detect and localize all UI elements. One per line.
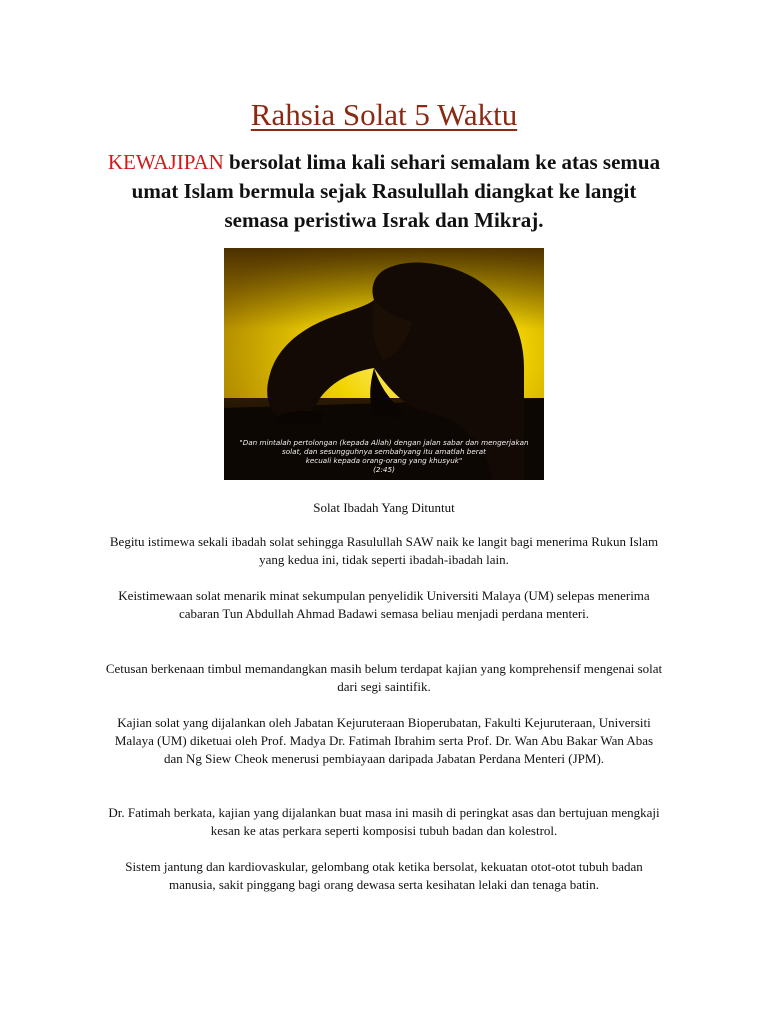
body-paragraph: Kajian solat yang dijalankan oleh Jabatan Kejuruteraan Bioperubatan, Fakulti Kejuruteraan, Universiti Malaya (UM) diketuai oleh Prof. Madya Dr. Fatimah Ibrahim serta Prof. Dr. Wan Abu Bakar Wan Abas dan Ng Siew Cheok menerusi pembiayaan daripada Jabatan Perdana Menteri (JPM). bbox=[114, 715, 654, 766]
body-paragraph: Cetusan berkenaan timbul memandangkan masih belum terdapat kajian yang komprehensif mengenai solat dari segi saintifik. bbox=[105, 661, 663, 694]
prayer-photo bbox=[224, 248, 544, 480]
quote-line: "Dan mintalah pertolongan (kepada Allah) dengan jalan sabar dan mengerjakan bbox=[239, 438, 529, 447]
photo-caption: Solat Ibadah Yang Dituntut bbox=[313, 500, 455, 515]
intro-paragraph bbox=[104, 148, 664, 235]
body-paragraph: Dr. Fatimah berkata, kajian yang dijalankan buat masa ini masih di peringkat asas dan bertujuan mengkaji kesan ke atas perkara seperti komposisi tubuh badan dan kolestrol. bbox=[108, 805, 660, 838]
quote-line: kecuali kepada orang-orang yang khusyuk" bbox=[305, 456, 463, 465]
body-paragraph: Keistimewaan solat menarik minat sekumpulan penyelidik Universiti Malaya (UM) selepas menerima cabaran Tun Abdullah Ahmad Badawi semasa beliau menjadi perdana menteri. bbox=[118, 588, 650, 621]
intro-lead-word: KEWAJIPAN bbox=[107, 150, 224, 174]
body-paragraph: Sistem jantung dan kardiovaskular, gelombang otak ketika bersolat, kekuatan otot-otot tubuh badan manusia, sakit pinggang bagi orang dewasa serta kesihatan lelaki dan tenaga batin. bbox=[125, 859, 643, 892]
body-paragraph: Begitu istimewa sekali ibadah solat sehingga Rasulullah SAW naik ke langit bagi menerima Rukun Islam yang kedua ini, tidak seperti ibadah-ibadah lain. bbox=[109, 534, 659, 567]
photo-quote bbox=[224, 438, 544, 474]
page-title: Rahsia Solat 5 Waktu bbox=[250, 97, 518, 132]
intro-text: bersolat lima kali sehari semalam ke atas semua umat Islam bermula sejak Rasulullah diangkat ke langit semasa peristiwa Israk dan Mikraj. bbox=[131, 150, 661, 232]
quote-line: solat, dan sesungguhnya sembahyang itu amatlah berat bbox=[282, 447, 486, 456]
quote-line: (2:45) bbox=[373, 465, 395, 474]
